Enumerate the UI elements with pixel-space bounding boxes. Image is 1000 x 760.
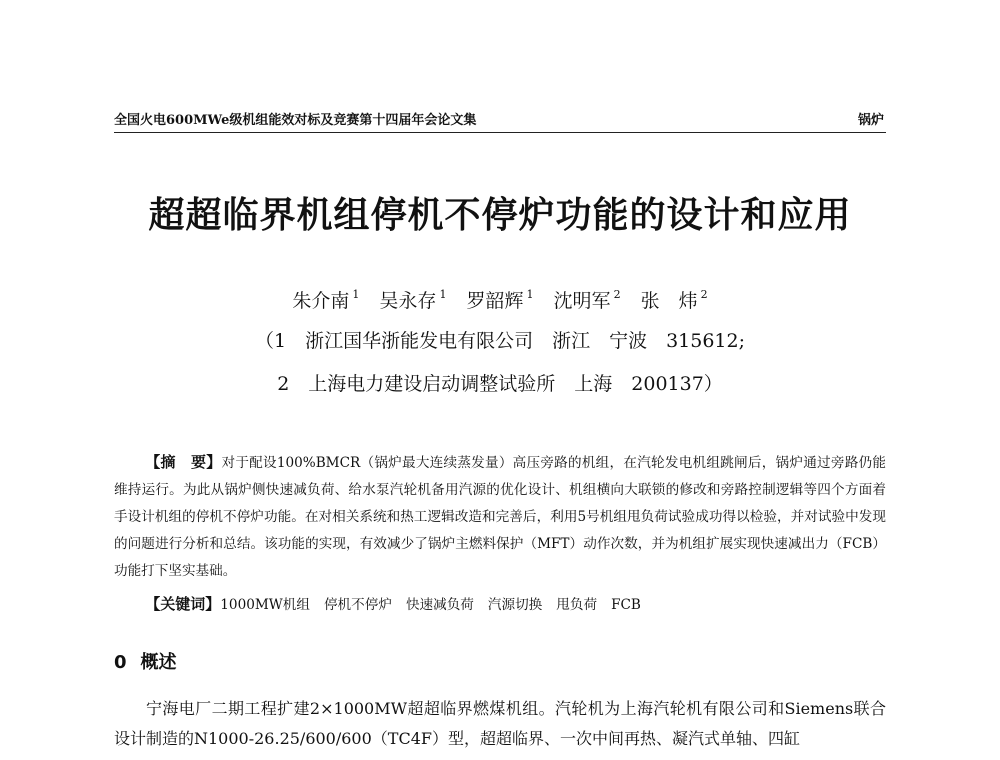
keywords-label: 【关键词】 <box>145 595 221 613</box>
keyword: 停机不停炉 <box>323 597 392 613</box>
section-heading <box>114 650 177 676</box>
abstract-text: 对于配设100%BMCR（锅炉最大连续蒸发量）高压旁路的机组，在汽轮发电机组跳闸后，锅炉通过旁路仍能维持运行。为此从锅炉侧快速减负荷、给水泵汽轮机备用汽源的优化设计、机组横向大联锁的修改和旁路控制逻辑等四个方面着手设计机组的停机不停炉功能。在对相关系统和热工逻辑改造和完善后，利用5号机组甩负荷试验成功得以检验，并对试验中发现的问题进行分析和总结。该功能的实现，有效减少了锅炉主燃料保护（MFT）动作次数，并为机组扩展实现快速减出力（FCB）功能打下坚实基础。 <box>114 455 886 579</box>
abstract <box>114 449 886 585</box>
header-left: 全国火电600MWe级机组能效对标及竞赛第十四届年会论文集 <box>114 113 477 128</box>
keyword: 汽源切换 <box>487 597 543 613</box>
author: 沈明军 $^2$ <box>553 288 621 313</box>
header-rule <box>114 132 886 133</box>
author: 罗韶辉 $^1$ <box>466 288 534 313</box>
keyword: 甩负荷 <box>556 597 598 613</box>
author: 张 炜 $^2$ <box>640 288 708 313</box>
keyword: 快速减负荷 <box>405 597 474 613</box>
affiliation-line-2: 2 上海电力建设启动调整试验所 上海 200137） <box>277 373 723 395</box>
body-paragraph: 宁海电厂二期工程扩建2×1000MW超超临界燃煤机组。汽轮机为上海汽轮机有限公司和Siemens联合设计制造的N1000-26.25/600/600（TC4F）型，超超临界、一次中间再热、凝汽式单轴、四缸 <box>114 699 886 748</box>
section-title: 概述 <box>140 652 177 673</box>
author: 吴永存 $^1$ <box>379 288 447 313</box>
section-number: 0 <box>114 652 127 673</box>
keyword: 1000MW机组 <box>220 597 310 613</box>
running-header <box>114 112 884 130</box>
keyword: FCB <box>611 597 641 613</box>
author-list <box>0 283 1000 315</box>
author: 朱介南 $^1$ <box>292 288 360 313</box>
abstract-label: 【摘 要】 <box>145 453 222 471</box>
paper-title: 超超临界机组停机不停炉功能的设计和应用 <box>148 195 852 236</box>
affiliation-line-1: （1 浙江国华浙能发电有限公司 浙江 宁波 315612; <box>254 330 746 352</box>
keywords <box>114 591 886 619</box>
header-right: 锅炉 <box>857 113 884 128</box>
